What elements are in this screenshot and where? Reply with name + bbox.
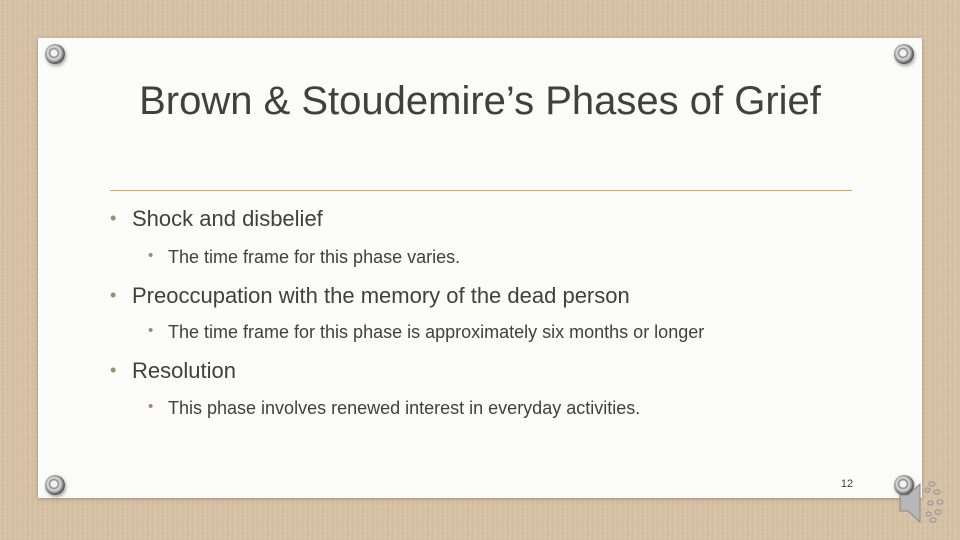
title-divider [110,190,852,191]
bullet-text: This phase involves renewed interest in everyday activities. [168,398,641,418]
slide-title: Brown & Stoudemire’s Phases of Grief [139,79,821,123]
speaker-icon[interactable] [896,478,950,528]
bullet-dot-icon: • [110,208,117,228]
bullet-level2 [148,246,461,268]
bullet-level2 [148,321,705,343]
pin-icon [894,44,914,64]
bullet-text: The time frame for this phase is approximately six months or longer [168,322,705,342]
bullet-dot-icon: • [148,398,154,415]
bullet-text: Preoccupation with the memory of the dead person [132,283,630,308]
bullet-text: The time frame for this phase varies. [168,247,461,267]
bullet-dot-icon: • [110,285,117,305]
bullet-level1 [110,283,630,309]
bullet-dot-icon: • [148,247,154,264]
bullet-dot-icon: • [148,322,154,339]
slide-number: 12 [840,478,854,490]
bullet-dot-icon: • [110,360,117,380]
slide-canvas [38,38,922,498]
bullet-text: Resolution [132,358,236,383]
pin-icon [45,475,65,495]
bullet-level1 [110,358,236,384]
pin-icon [45,44,65,64]
bullet-level1 [110,206,323,232]
bullet-text: Shock and disbelief [132,206,323,231]
bullet-level2 [148,397,641,419]
